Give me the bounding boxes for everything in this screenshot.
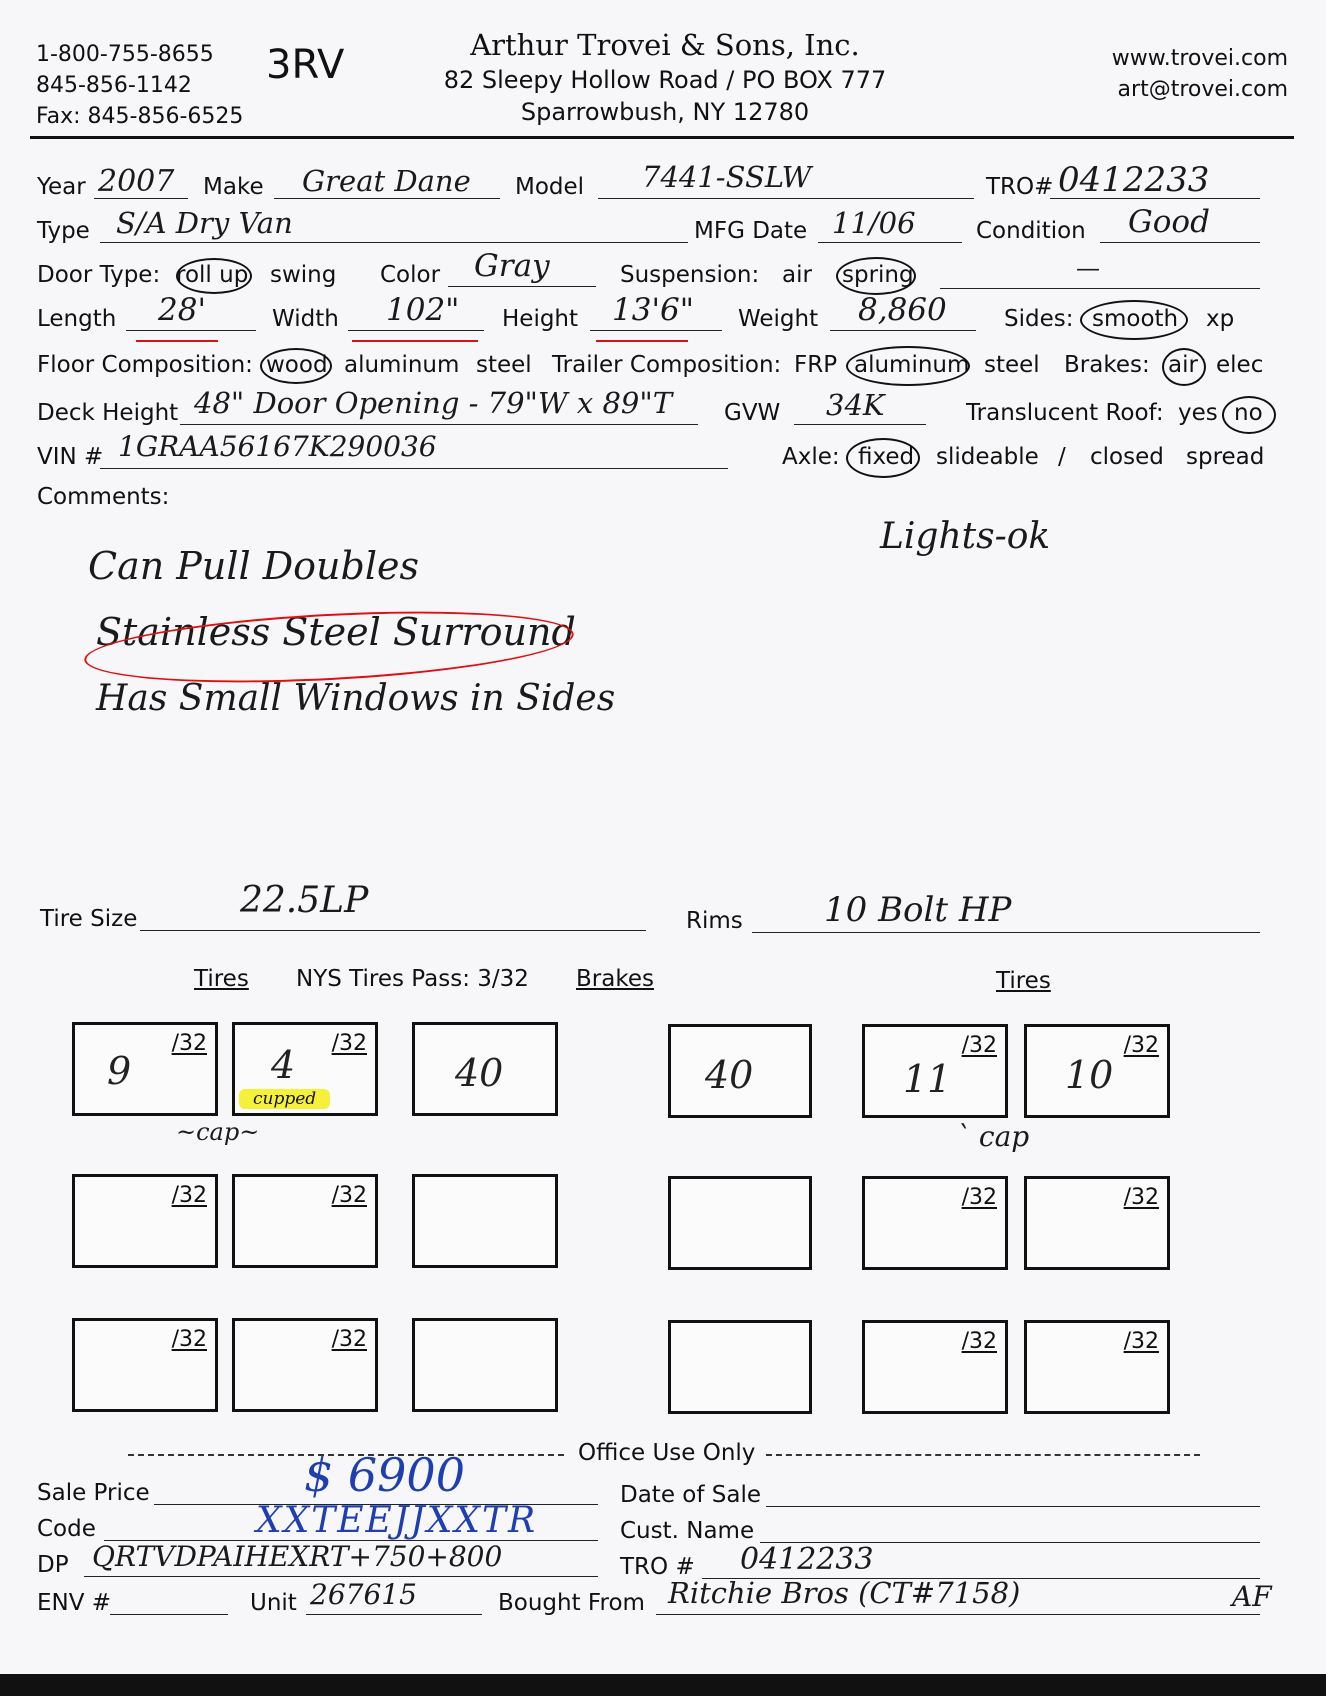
- floor-composition-label: Floor Composition:: [37, 352, 253, 378]
- tread-fraction: /32: [171, 1327, 207, 1352]
- date-of-sale-label: Date of Sale: [620, 1482, 761, 1508]
- tro-office-value[interactable]: 0412233: [740, 1542, 874, 1577]
- tread-fraction: /32: [331, 1183, 367, 1208]
- brakes-option-air[interactable]: air: [1168, 352, 1198, 378]
- deck-height-value[interactable]: 48" Door Opening - 79"W x 89"T: [194, 386, 673, 420]
- tread-fraction: /32: [961, 1329, 997, 1354]
- door-option-swing[interactable]: swing: [270, 262, 337, 288]
- tire-size-line: [140, 930, 646, 931]
- model-line: [598, 198, 974, 199]
- year-value[interactable]: 2007: [98, 164, 175, 199]
- header-divider: [30, 136, 1294, 139]
- company-email[interactable]: art@trovei.com: [1117, 77, 1288, 102]
- vin-line: [100, 468, 728, 469]
- company-name: Arthur Trovei & Sons, Inc.: [470, 28, 860, 62]
- cust-name-label: Cust. Name: [620, 1518, 755, 1544]
- tire-box-r2-4[interactable]: [1024, 1176, 1170, 1270]
- year-label: Year: [37, 174, 86, 200]
- brake-box-r3-right[interactable]: [668, 1320, 812, 1414]
- width-line: [348, 330, 484, 331]
- tro-office-label: TRO #: [620, 1554, 695, 1580]
- condition-value[interactable]: Good: [1128, 204, 1210, 240]
- door-roll-up-circle: [176, 258, 252, 294]
- tire-box-r2-3[interactable]: [862, 1176, 1008, 1270]
- axle-label: Axle:: [782, 444, 840, 470]
- axle-option-closed[interactable]: closed: [1090, 444, 1164, 470]
- length-value[interactable]: 28': [158, 292, 206, 328]
- initials-signature: AF: [1232, 1580, 1272, 1613]
- trailer-composition-label: Trailer Composition:: [552, 352, 782, 378]
- axle-fixed-circle: [846, 438, 920, 478]
- tread-value: 4: [271, 1043, 296, 1087]
- unit-value[interactable]: 267615: [310, 1578, 417, 1611]
- brake-box-r1-right[interactable]: [668, 1024, 812, 1118]
- length-label: Length: [37, 306, 117, 332]
- suspension-option-air[interactable]: air: [782, 262, 812, 288]
- brake-box-r2-right[interactable]: [668, 1176, 812, 1270]
- office-use-only-title: Office Use Only: [578, 1440, 756, 1466]
- tire-size-value[interactable]: 22.5LP: [240, 880, 369, 921]
- comment-line-4[interactable]: Lights-ok: [880, 516, 1051, 557]
- make-value[interactable]: Great Dane: [302, 164, 471, 198]
- floor-option-steel[interactable]: steel: [476, 352, 532, 378]
- mfg-date-value[interactable]: 11/06: [832, 206, 916, 240]
- tro-value[interactable]: 0412233: [1058, 160, 1210, 200]
- phone-2: 845-856-1142: [36, 73, 192, 98]
- dp-value[interactable]: QRTVDPAIHEXRT+750+800: [92, 1540, 503, 1573]
- comment-line-3[interactable]: Has Small Windows in Sides: [96, 678, 616, 719]
- axle-separator: /: [1058, 444, 1066, 470]
- tire-box-r1-4[interactable]: [1024, 1024, 1170, 1118]
- floor-option-aluminum[interactable]: aluminum: [344, 352, 460, 378]
- tread-value: 10: [1065, 1053, 1114, 1097]
- office-divider-right: [766, 1454, 1200, 1456]
- width-value[interactable]: 102": [386, 292, 460, 328]
- color-line: [448, 286, 596, 287]
- sides-option-xp[interactable]: xp: [1206, 306, 1235, 332]
- date-of-sale-line: [766, 1506, 1260, 1507]
- tread-value: 11: [903, 1057, 952, 1101]
- tread-fraction: /32: [331, 1327, 367, 1352]
- mfg-date-line: [818, 242, 962, 243]
- tire-box-r2-2[interactable]: [232, 1174, 378, 1268]
- tire-box-r1-3[interactable]: [862, 1024, 1008, 1118]
- floor-option-wood[interactable]: wood: [266, 352, 328, 378]
- bought-from-label: Bought From: [498, 1590, 645, 1616]
- gvw-label: GVW: [724, 400, 781, 426]
- tread-value: 9: [107, 1049, 132, 1093]
- condition-line: [1100, 242, 1260, 243]
- tread-fraction: /32: [1123, 1185, 1159, 1210]
- tire-box-r1-2[interactable]: [232, 1022, 378, 1116]
- nys-tires-pass-label: NYS Tires Pass: 3/32: [296, 966, 529, 992]
- company-address-1: 82 Sleepy Hollow Road / PO BOX 777: [443, 66, 887, 94]
- roof-option-no[interactable]: no: [1234, 400, 1263, 426]
- door-type-label: Door Type:: [37, 262, 161, 288]
- company-website[interactable]: www.trovei.com: [1111, 46, 1288, 71]
- trailer-option-aluminum[interactable]: aluminum: [854, 352, 970, 378]
- tires-heading-right: Tires: [996, 968, 1051, 994]
- dp-line: [84, 1576, 598, 1577]
- make-label: Make: [203, 174, 264, 200]
- make-line: [274, 198, 500, 199]
- brake-value: 40: [455, 1051, 504, 1095]
- axle-option-spread[interactable]: spread: [1186, 444, 1265, 470]
- color-value[interactable]: Gray: [474, 248, 550, 284]
- cap-note-right: ` cap: [956, 1120, 1030, 1153]
- tire-box-r2-1[interactable]: [72, 1174, 218, 1268]
- scan-bottom-edge: [0, 1674, 1326, 1696]
- brake-box-r3-left[interactable]: [412, 1318, 558, 1412]
- weight-value[interactable]: 8,860: [858, 292, 947, 328]
- cupped-note-highlight: cupped: [239, 1089, 330, 1109]
- mfg-date-label: MFG Date: [694, 218, 808, 244]
- height-red-underline: [596, 340, 688, 342]
- floor-wood-circle: [260, 348, 332, 384]
- sides-label: Sides:: [1004, 306, 1074, 332]
- unit-code: 3RV: [266, 42, 345, 88]
- translucent-roof-label: Translucent Roof:: [966, 400, 1164, 426]
- type-line: [100, 242, 688, 243]
- height-value[interactable]: 13'6": [612, 292, 694, 328]
- tread-fraction: /32: [171, 1183, 207, 1208]
- deck-height-label: Deck Height: [37, 400, 179, 426]
- width-red-underline: [352, 340, 478, 342]
- tire-size-label: Tire Size: [40, 906, 138, 932]
- height-label: Height: [502, 306, 579, 332]
- comments-label: Comments:: [37, 484, 170, 510]
- tire-box-r3-2[interactable]: [232, 1318, 378, 1412]
- suspension-extra-value[interactable]: —: [1076, 254, 1100, 282]
- rims-value[interactable]: 10 Bolt HP: [824, 890, 1012, 930]
- weight-line: [830, 330, 976, 331]
- suspension-spring-circle: [836, 257, 916, 295]
- tires-heading-left: Tires: [194, 966, 249, 992]
- tire-box-r3-4[interactable]: [1024, 1320, 1170, 1414]
- gvw-value[interactable]: 34K: [826, 388, 885, 422]
- tire-box-r3-1[interactable]: [72, 1318, 218, 1412]
- cap-note-left: ~cap~: [176, 1118, 260, 1146]
- fax-number: Fax: 845-856-6525: [36, 104, 244, 129]
- tire-box-r3-3[interactable]: [862, 1320, 1008, 1414]
- color-label: Color: [380, 262, 441, 288]
- trailer-option-steel[interactable]: steel: [984, 352, 1040, 378]
- roof-option-yes[interactable]: yes: [1178, 400, 1218, 426]
- weight-label: Weight: [738, 306, 819, 332]
- brakes-label: Brakes:: [1064, 352, 1150, 378]
- dp-label: DP: [37, 1552, 69, 1578]
- brakes-option-elec[interactable]: elec: [1216, 352, 1264, 378]
- roof-no-circle: [1222, 396, 1276, 434]
- env-line: [110, 1614, 228, 1615]
- model-label: Model: [515, 174, 585, 200]
- gvw-line: [794, 424, 926, 425]
- vin-value[interactable]: 1GRAA56167K290036: [118, 430, 437, 463]
- trailer-aluminum-circle: [846, 346, 970, 386]
- brake-box-r2-left[interactable]: [412, 1174, 558, 1268]
- sale-price-value[interactable]: $ 6900: [304, 1448, 465, 1502]
- length-line: [126, 330, 256, 331]
- brake-box-r1-left[interactable]: [412, 1022, 558, 1116]
- code-value[interactable]: XXTEEJJXXTR: [256, 1500, 538, 1541]
- suspension-extra-line: [940, 288, 1260, 289]
- env-label: ENV #: [37, 1590, 112, 1616]
- sides-smooth-circle: [1080, 300, 1188, 340]
- tread-fraction: /32: [1123, 1033, 1159, 1058]
- comment-line-2[interactable]: Stainless Steel Surround: [96, 610, 576, 654]
- brake-value: 40: [705, 1053, 754, 1097]
- axle-option-fixed[interactable]: fixed: [858, 444, 915, 470]
- tread-fraction: /32: [171, 1031, 207, 1056]
- unit-label: Unit: [250, 1590, 297, 1616]
- type-label: Type: [37, 218, 90, 244]
- vin-label: VIN #: [37, 444, 104, 470]
- axle-option-slideable[interactable]: slideable: [936, 444, 1039, 470]
- bought-from-value[interactable]: Ritchie Bros (CT#7158): [668, 1576, 1021, 1610]
- tire-box-r1-1[interactable]: [72, 1022, 218, 1116]
- tread-fraction: /32: [961, 1185, 997, 1210]
- width-label: Width: [272, 306, 339, 332]
- rims-line: [752, 932, 1260, 933]
- tread-fraction: /32: [1123, 1329, 1159, 1354]
- unit-line: [306, 1614, 482, 1615]
- comment-line-1[interactable]: Can Pull Doubles: [88, 544, 419, 588]
- code-label: Code: [37, 1516, 96, 1542]
- door-option-roll-up[interactable]: roll up: [176, 262, 249, 288]
- condition-label: Condition: [976, 218, 1086, 244]
- company-address-2: Sparrowbush, NY 12780: [520, 98, 810, 126]
- trailer-option-frp[interactable]: FRP: [794, 352, 838, 378]
- deck-height-line: [180, 424, 698, 425]
- sale-price-label: Sale Price: [37, 1480, 150, 1506]
- type-value[interactable]: S/A Dry Van: [116, 206, 293, 240]
- model-value[interactable]: 7441-SSLW: [642, 160, 812, 194]
- tread-fraction: /32: [331, 1031, 367, 1056]
- tread-fraction: /32: [961, 1033, 997, 1058]
- suspension-label: Suspension:: [620, 262, 760, 288]
- phone-1: 1-800-755-8655: [36, 42, 214, 67]
- height-line: [590, 330, 722, 331]
- bought-from-line: [656, 1614, 1260, 1615]
- brakes-air-circle: [1162, 348, 1206, 386]
- brakes-heading: Brakes: [576, 966, 654, 992]
- suspension-option-spring[interactable]: spring: [842, 262, 914, 288]
- length-red-underline: [136, 340, 218, 342]
- sides-option-smooth[interactable]: smooth: [1092, 306, 1179, 332]
- tro-label: TRO#: [986, 174, 1054, 200]
- rims-label: Rims: [686, 908, 743, 934]
